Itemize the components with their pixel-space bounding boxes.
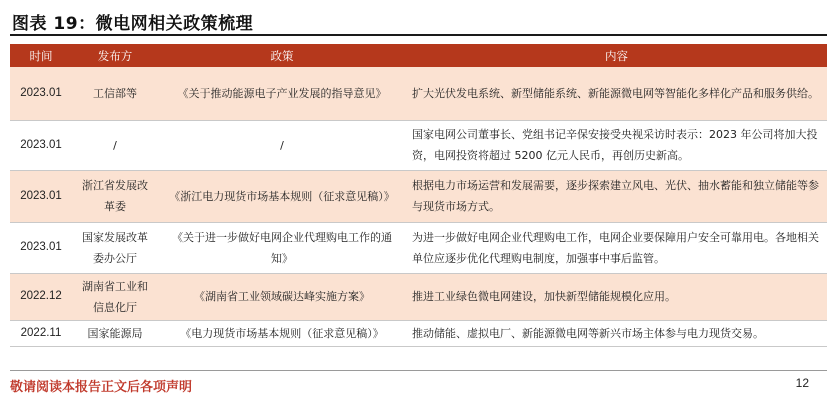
cell-policy: 《浙江电力现货市场基本规则（征求意见稿）》 — [158, 170, 406, 222]
footer-divider — [10, 370, 827, 371]
cell-publisher: / — [72, 120, 158, 170]
figure-title-bar — [10, 6, 827, 36]
policy-table — [10, 44, 827, 347]
cell-publisher: 浙江省发展改革委 — [72, 170, 158, 222]
cell-publisher: 国家能源局 — [72, 320, 158, 346]
cell-policy: 《电力现货市场基本规则（征求意见稿）》 — [158, 320, 406, 346]
table-header-row — [10, 44, 827, 67]
cell-policy: 《湖南省工业领域碳达峰实施方案》 — [158, 273, 406, 320]
cell-content: 国家电网公司董事长、党组书记辛保安接受央视采访时表示：2023 年公司将加大投资，电网投资将超过 5200 亿元人民币，再创历史新高。 — [406, 120, 827, 170]
cell-time: 2023.01 — [10, 67, 72, 120]
cell-publisher: 国家发展改革委办公厅 — [72, 222, 158, 273]
column-header-time: 时间 — [10, 44, 72, 67]
cell-content: 根据电力市场运营和发展需要，逐步探索建立风电、光伏、抽水蓄能和独立储能等参与现货市场方式。 — [406, 170, 827, 222]
cell-policy: 《关于进一步做好电网企业代理购电工作的通知》 — [158, 222, 406, 273]
cell-policy: / — [158, 120, 406, 170]
table-row — [10, 320, 827, 346]
page-number: 12 — [795, 376, 809, 390]
cell-time: 2023.01 — [10, 170, 72, 222]
cell-publisher: 工信部等 — [72, 67, 158, 120]
table-row — [10, 273, 827, 320]
table-row — [10, 120, 827, 170]
table-row — [10, 222, 827, 273]
cell-content: 为进一步做好电网企业代理购电工作，电网企业要保障用户安全可靠用电。各地相关单位应逐步优化代理购电制度，加强事中事后监管。 — [406, 222, 827, 273]
cell-content: 推进工业绿色微电网建设，加快新型储能规模化应用。 — [406, 273, 827, 320]
cell-time: 2023.01 — [10, 222, 72, 273]
cell-time: 2023.01 — [10, 120, 72, 170]
footer-disclaimer: 敬请阅读本报告正文后各项声明 — [10, 380, 193, 395]
column-header-policy: 政策 — [158, 44, 406, 67]
table-row — [10, 170, 827, 222]
cell-time: 2022.12 — [10, 273, 72, 320]
figure-title: 图表 19：微电网相关政策梳理 — [12, 14, 254, 34]
cell-time: 2022.11 — [10, 320, 72, 346]
table-row — [10, 67, 827, 120]
cell-publisher: 湖南省工业和信息化厅 — [72, 273, 158, 320]
column-header-publisher: 发布方 — [72, 44, 158, 67]
cell-content: 扩大光伏发电系统、新型储能系统、新能源微电网等智能化多样化产品和服务供给。 — [406, 67, 827, 120]
cell-policy: 《关于推动能源电子产业发展的指导意见》 — [158, 67, 406, 120]
column-header-content: 内容 — [406, 44, 827, 67]
cell-content: 推动储能、虚拟电厂、新能源微电网等新兴市场主体参与电力现货交易。 — [406, 320, 827, 346]
